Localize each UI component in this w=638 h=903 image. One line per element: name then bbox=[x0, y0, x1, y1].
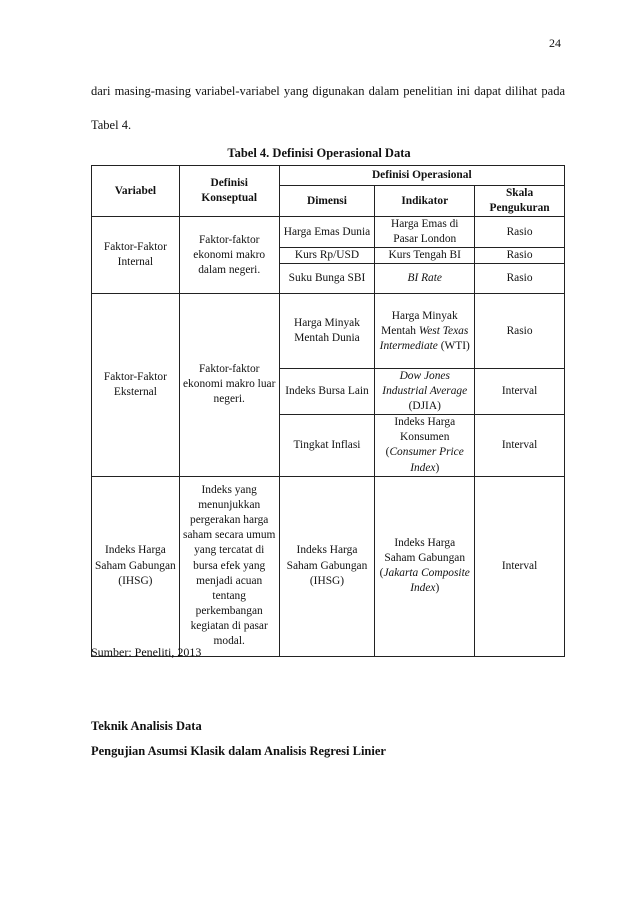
indikator-cell: BI Rate bbox=[375, 264, 475, 294]
table-row bbox=[92, 476, 565, 656]
skala-cell: Rasio bbox=[475, 264, 565, 294]
dimensi-cell: Tingkat Inflasi bbox=[279, 415, 375, 476]
header-skala: Skala Pengukuran bbox=[475, 186, 565, 217]
header-dimensi: Dimensi bbox=[279, 186, 375, 217]
indikator-cell: Indeks Harga Saham Gabungan (Jakarta Composite Index) bbox=[375, 476, 475, 656]
variabel-ihsg: Indeks Harga Saham Gabungan (IHSG) bbox=[92, 476, 180, 656]
indikator-cell: Dow Jones Industrial Average (DJIA) bbox=[375, 369, 475, 415]
variabel-internal: Faktor-Faktor Internal bbox=[92, 217, 180, 294]
indikator-cell: Kurs Tengah BI bbox=[375, 248, 475, 264]
dimensi-cell: Indeks Harga Saham Gabungan (IHSG) bbox=[279, 476, 375, 656]
skala-cell: Interval bbox=[475, 476, 565, 656]
konseptual-eksternal: Faktor-faktor ekonomi makro luar negeri. bbox=[179, 294, 279, 476]
header-variabel: Variabel bbox=[92, 166, 180, 217]
intro-paragraph: dari masing-masing variabel-variabel yang digunakan dalam penelitian ini dapat dilihat pada Tabel 4. bbox=[91, 84, 565, 132]
indikator-cell: Harga Emas di Pasar London bbox=[375, 217, 475, 248]
operational-definition-table bbox=[91, 165, 565, 657]
dimensi-cell: Kurs Rp/USD bbox=[279, 248, 375, 264]
dimensi-cell: Harga Emas Dunia bbox=[279, 217, 375, 248]
dimensi-cell: Suku Bunga SBI bbox=[279, 264, 375, 294]
table-row bbox=[92, 294, 565, 369]
header-indikator: Indikator bbox=[375, 186, 475, 217]
skala-cell: Interval bbox=[475, 415, 565, 476]
variabel-eksternal: Faktor-Faktor Eksternal bbox=[92, 294, 180, 476]
dimensi-cell: Harga Minyak Mentah Dunia bbox=[279, 294, 375, 369]
header-definisi-konseptual: Definisi Konseptual bbox=[179, 166, 279, 217]
konseptual-internal: Faktor-faktor ekonomi makro dalam negeri. bbox=[179, 217, 279, 294]
skala-cell: Rasio bbox=[475, 217, 565, 248]
skala-cell: Rasio bbox=[475, 294, 565, 369]
table-title: Tabel 4. Definisi Operasional Data bbox=[227, 146, 411, 160]
table-row bbox=[92, 217, 565, 248]
table-source: Sumber: Peneliti, 2013 bbox=[91, 645, 202, 659]
skala-cell: Interval bbox=[475, 369, 565, 415]
subsection-heading: Pengujian Asumsi Klasik dalam Analisis Regresi Linier bbox=[91, 744, 386, 758]
indikator-cell: Harga Minyak Mentah West Texas Intermediate (WTI) bbox=[375, 294, 475, 369]
page-number: 24 bbox=[549, 36, 561, 50]
skala-cell: Rasio bbox=[475, 248, 565, 264]
dimensi-cell: Indeks Bursa Lain bbox=[279, 369, 375, 415]
section-heading: Teknik Analisis Data bbox=[91, 719, 202, 733]
konseptual-ihsg: Indeks yang menunjukkan pergerakan harga saham secara umum yang tercatat di bursa efek yang menjadi acuan tentang perkembangan kegiatan di pasar modal. bbox=[179, 476, 279, 656]
indikator-cell: Indeks Harga Konsumen (Consumer Price Index) bbox=[375, 415, 475, 476]
header-definisi-operasional: Definisi Operasional bbox=[279, 166, 564, 186]
